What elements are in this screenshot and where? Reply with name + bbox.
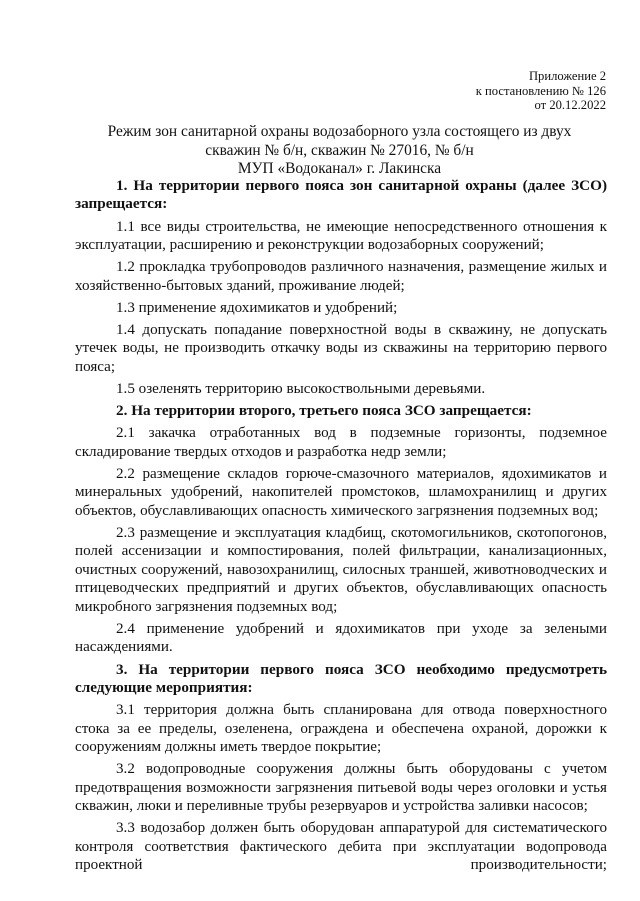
section-heading-2: 2. На территории второго, третьего пояса ЗСО запрещается:: [116, 402, 532, 420]
paragraph-2-2: 2.2 размещение складов горюче-смазочного материалов, ядохимикатов и минеральных удобрений, накопителей промстоков, шламохранилищ и других объектов, обуславливающих опасность химического загрязнения подземных вод;: [75, 466, 607, 519]
appendix-number: Приложение 2: [528, 69, 606, 83]
document-title: [76, 123, 603, 179]
paragraph-3-2: 3.2 водопроводные сооружения должны быть оборудованы с учетом предотвращения возможности загрязнения питьевой воды через оголовки и устья скважин, люки и переливные трубы резервуаров и устройства заливки насосов;: [75, 761, 607, 814]
paragraph-2-3: 2.3 размещение и эксплуатация кладбищ, скотомогильников, скотопогонов, полей ассенизации и компостирования, полей фильтрации, канализационных, очистных сооружений, навозохранилищ, силосных траншей, животноводческих и птицеводческих предприятий и других объектов, обуславливающих опасность микробного загрязнения подземных вод;: [75, 525, 607, 615]
title-line: скважин № б/н, скважин № 27016, № б/н: [205, 141, 474, 159]
title-line: Режим зон санитарной охраны водозаборного узла состоящего из двух: [107, 123, 572, 140]
paragraph-1-3: 1.3 применение ядохимикатов и удобрений;: [116, 299, 398, 316]
document-body: [75, 177, 607, 874]
paragraph-1-4: 1.4 допускать попадание поверхностной воды в скважину, не допускать утечек воды, не производить откачку воды из скважины на территорию первого пояса;: [75, 322, 607, 375]
section-heading-1: 1. На территории первого пояса зон санитарной охраны (далее ЗСО) запрещается:: [75, 177, 607, 213]
paragraph-1-5: 1.5 озеленять территорию высокоствольными деревьями.: [116, 381, 486, 398]
paragraph-3-3: 3.3 водозабор должен быть оборудован аппаратурой для систематического контроля соответствия фактического дебита при эксплуатации водопровода проектной производительности;: [75, 820, 607, 873]
paragraph-3-1: 3.1 территория должна быть спланирована для отвода поверхностного стока за ее пределы, озеленена, ограждена и обеспечена охраной, дорожки к сооружениям должны иметь твердое покрытие;: [75, 702, 607, 755]
paragraph-2-1: 2.1 закачка отработанных вод в подземные горизонты, подземное складирование твердых отходов и разработка недр земли;: [75, 425, 607, 460]
resolution-date: от 20.12.2022: [534, 98, 606, 112]
title-line: МУП «Водоканал» г. Лакинска: [237, 160, 442, 178]
paragraph-1-2: 1.2 прокладка трубопроводов различного назначения, размещение жилых и хозяйственно-бытовых зданий, проживание людей;: [75, 259, 607, 294]
paragraph-1-1: 1.1 все виды строительства, не имеющие непосредственного отношения к эксплуатации, расширению и реконструкции водозаборных сооружений;: [75, 218, 607, 254]
paragraph-2-4: 2.4 применение удобрений и ядохимикатов при уходе за зелеными насаждениями.: [75, 620, 607, 656]
resolution-number: к постановлению № 126: [475, 83, 606, 98]
appendix-reference: [476, 69, 606, 113]
section-heading-3: 3. На территории первого пояса ЗСО необходимо предусмотреть следующие мероприятия:: [75, 660, 607, 696]
